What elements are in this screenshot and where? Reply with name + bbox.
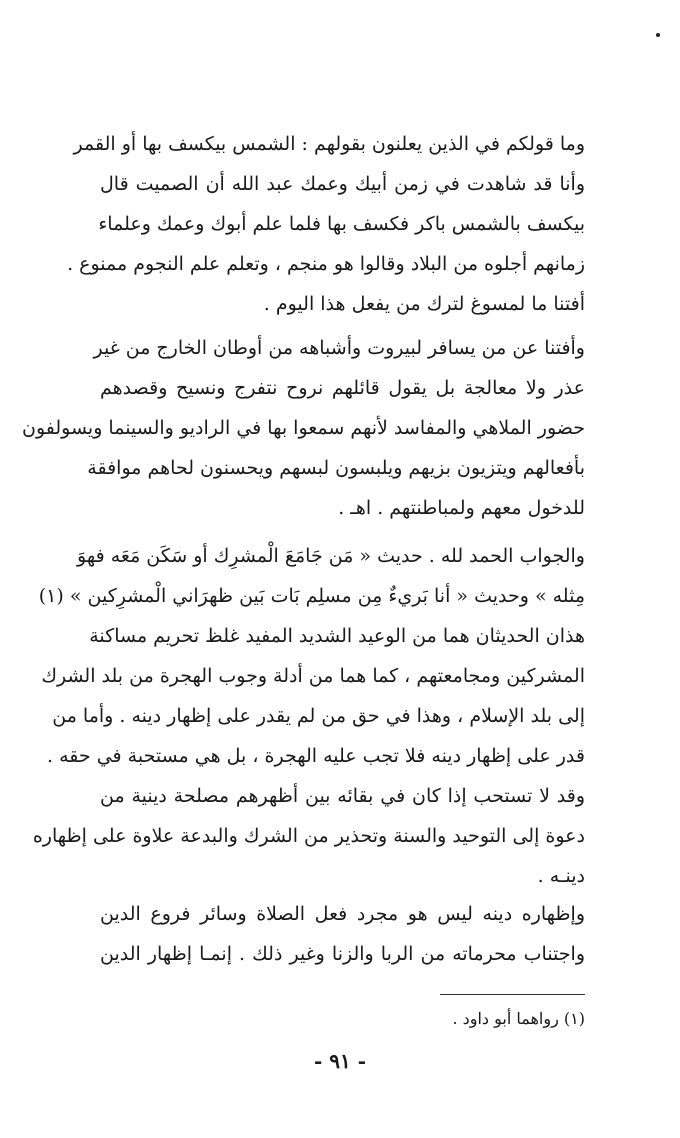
text-line: وأنا قد شاهدت في زمن أبيك وعمك عبد الله أن الصميت قال [100,173,585,195]
text-line: قدر على إظهار دينه فلا تجب عليه الهجرة ، بل هي مستحبة في حقه . [47,745,585,767]
text-line: حضور الملاهي والمفاسد لأنهم سمعوا بها في الراديو والسينما ويسولفون [21,417,585,439]
text-line: بأفعالهم ويتزيون بزيهم ويلبسون لبسهم ويحسنون لحاهم موافقة [87,457,585,479]
paragraph-question-eclipse [67,124,585,324]
footnote: (١) رواهما أبو داود . [452,1009,585,1028]
page-mark [656,33,660,37]
text-line: زمانهم أجلوه من البلاد وقالوا هو منجم ، وتعلم علم النجوم ممنوع . [67,253,585,275]
text-line: هذان الحديثان هما من الوعيد الشديد المفيد غلظ تحريم مساكنة [89,625,585,647]
page-number: - ٩١ - [313,1049,366,1073]
text-line: عذر ولا معالجة بل يقول قائلهم نروح نتفرج ونسيح وقصدهم [100,377,585,399]
text-line: مِثله » وحديث « أنا بَريءٌ مِن مسلِم بَات بَين ظهرَاني الْمشرِكين » (١) [38,585,585,607]
paragraph-question-travel [21,328,585,528]
text-line: وإظهاره دينه ليس هو مجرد فعل الصلاة وسائر فروع الدين [100,903,585,925]
text-line: بيكسف بالشمس باكر فكسف بها فلما علم أبوك وعمك وعلماء [98,213,585,235]
text-line: واجتناب محرماته من الربا والزنا وغير ذلك . إنمـا إظهار الدين [100,943,585,965]
footnote-divider [440,994,585,995]
paragraph-answer [32,536,585,896]
text-line: وقد لا تستحب إذا كان في بقائه بين أظهرهم مصلحة دينية من [100,785,585,807]
text-line: للدخول معهم ولمباطنتهم . اهـ . [338,497,585,519]
text-line: أفتنا ما لمسوغ لترك من يفعل هذا اليوم . [263,293,585,315]
text-line: والجواب الحمد لله . حديث « مَن جَامَعَ الْمشرِك أو سَكَن مَعَه فهوَ [77,545,585,567]
text-line: المشركين ومجامعتهم ، كما هما من أدلة وجوب الهجرة من بلد الشرك [41,665,585,687]
text-line: دعوة إلى التوحيد والسنة وتحذير من الشرك والبدعة علاوة على إظهاره [32,825,585,847]
text-line: دينـه . [537,865,585,887]
paragraph-showing-religion [100,894,585,974]
text-line: إلى بلد الإسلام ، وهذا في حق من لم يقدر على إظهار دينه . وأما من [52,705,585,727]
text-line: وأفتنا عن من يسافر لبيروت وأشباهه من أوطان الخارج من غير [93,337,585,359]
text-line: وما قولكم في الذين يعلنون بقولهم : الشمس بيكسف بها أو القمر [73,133,585,155]
